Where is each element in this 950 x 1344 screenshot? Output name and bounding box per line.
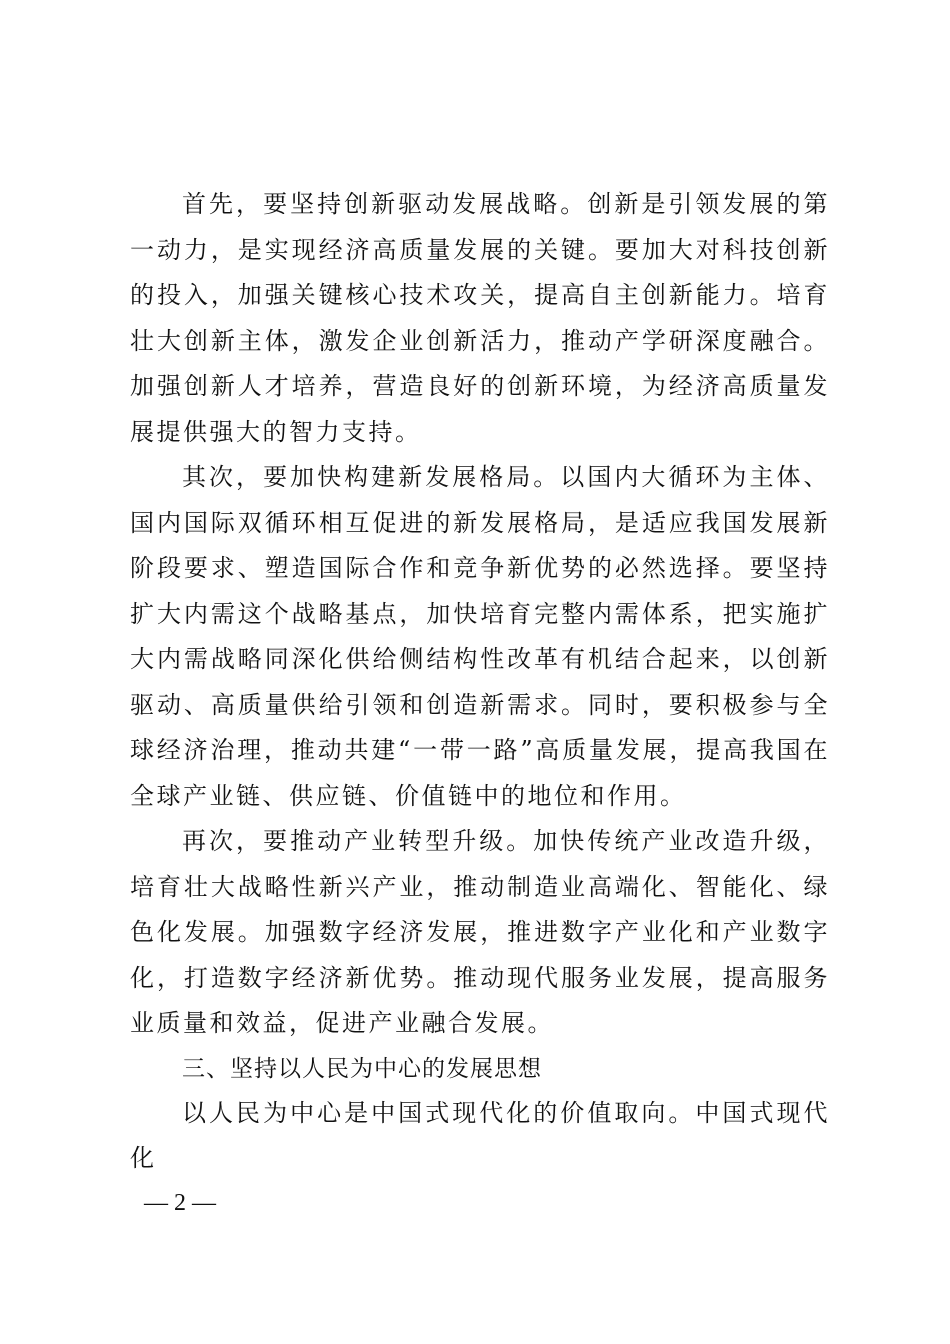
paragraph-people-centered: 以人民为中心是中国式现代化的价值取向。中国式现代化	[130, 1098, 830, 1172]
paragraph-development-pattern: 其次，要加快构建新发展格局。以国内大循环为主体、国内国际双循环相互促进的新发展格局，是适应我国发展新阶段要求、塑造国际合作和竞争新优势的必然选择。要坚持扩大内需这个战略基点，加快培育完整内需体系，把实施扩大内需战略同深化供给侧结构性改革有机结合起来，以创新驱动、高质量供给引领和创造新需求。同时，要积极参与全球经济治理，推动共建“一带一路”高质量发展，提高我国在全球产业链、供应链、价值链中的地位和作用。	[130, 463, 830, 810]
paragraph-innovation: 首先，要坚持创新驱动发展战略。创新是引领发展的第一动力，是实现经济高质量发展的关键。要加大对科技创新的投入，加强关键核心技术攻关，提高自主创新能力。培育壮大创新主体，激发企业创新活力，推动产学研深度融合。加强创新人才培养，营造良好的创新环境，为经济高质量发展提供强大的智力支持。	[130, 190, 830, 446]
document-body	[130, 182, 830, 1182]
section-heading: 三、坚持以人民为中心的发展思想	[182, 1055, 542, 1082]
page-number: — 2 —	[144, 1190, 216, 1216]
paragraph-industrial-upgrade: 再次，要推动产业转型升级。加快传统产业改造升级，培育壮大战略性新兴产业，推动制造业高端化、智能化、绿色化发展。加强数字经济发展，推进数字产业化和产业数字化，打造数字经济新优势。推动现代服务业发展，提高服务业质量和效益，促进产业融合发展。	[130, 827, 830, 1037]
